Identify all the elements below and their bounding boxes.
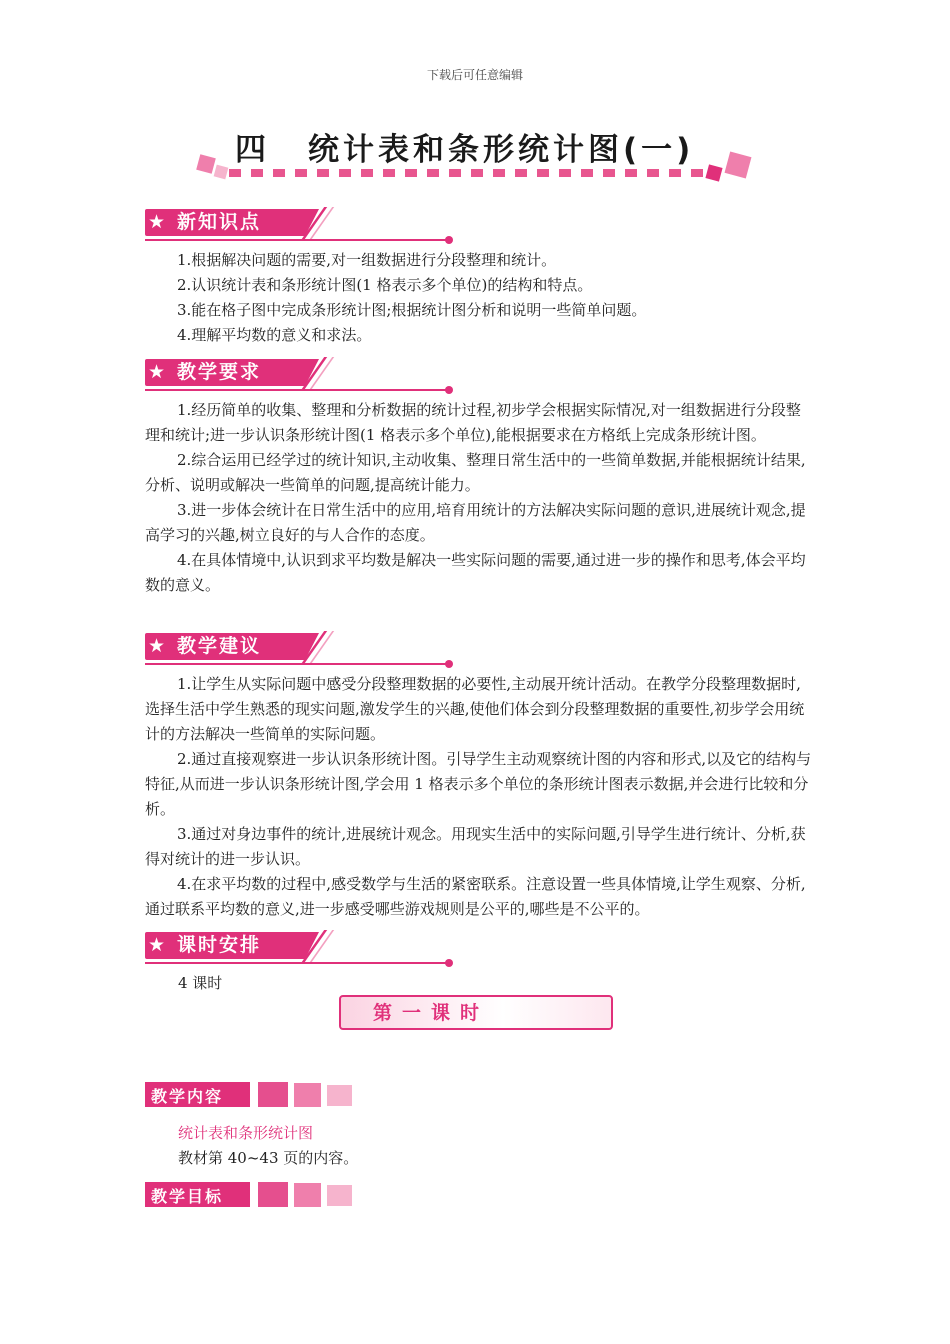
content-text: 教材第 40~43 页的内容。: [178, 1149, 359, 1167]
section-banner-requirements: [145, 359, 455, 399]
chapter-number: 四: [235, 132, 270, 168]
diamond-decoration-icon: [213, 164, 229, 180]
star-icon: ★: [148, 211, 166, 233]
chapter-heading: [195, 120, 755, 192]
chapter-title: [235, 124, 694, 169]
diamond-decoration-icon: [705, 164, 723, 182]
section-label: 教学要求: [177, 361, 262, 383]
section-label: 新知识点: [177, 211, 262, 233]
lesson-title: 第一课时: [372, 1002, 489, 1024]
list-item: 4.在具体情境中,认识到求平均数是解决一些实际问题的需要,通过进一步的操作和思考,体会平均数的意义。: [145, 551, 806, 594]
tag-teaching-content: [145, 1082, 360, 1110]
list-item: 4.理解平均数的意义和求法。: [177, 326, 372, 344]
list-item: 3.能在格子图中完成条形统计图;根据统计图分析和说明一些简单问题。: [177, 301, 647, 319]
tag-label: 教学目标: [151, 1187, 224, 1206]
list-item: 1.让学生从实际问题中感受分段整理数据的必要性,主动展开统计活动。在教学分段整理数据时,选择生活中学生熟悉的现实问题,激发学生的兴趣,使他们体会到分段整理数据的重要性,初步学会用统计的方法解决一些简单的实际问题。: [145, 675, 805, 743]
list-item: 2.综合运用已经学过的统计知识,主动收集、整理日常生活中的一些简单数据,并能根据统计结果,分析、说明或解决一些简单的问题,提高统计能力。: [145, 451, 806, 494]
list-item: 3.通过对身边事件的统计,进展统计观念。用现实生活中的实际问题,引导学生进行统计、分析,获得对统计的进一步认识。: [145, 825, 806, 868]
chapter-title-text: 统计表和条形统计图(一): [308, 132, 695, 168]
period-count: 4 课时: [178, 974, 223, 992]
header-note: 下载后可任意编辑: [426, 68, 523, 82]
star-icon: ★: [148, 635, 166, 657]
list-item: 1.经历简单的收集、整理和分析数据的统计过程,初步学会根据实际情况,对一组数据进行分段整理和统计;进一步认识条形统计图(1 格表示多个单位),能根据要求在方格纸上完成条形统计图。: [145, 401, 801, 444]
star-icon: ★: [148, 934, 166, 956]
suggestions-list: [145, 672, 815, 922]
lesson-banner: [339, 995, 613, 1030]
content-title: 统计表和条形统计图: [178, 1124, 314, 1142]
list-item: 1.根据解决问题的需要,对一组数据进行分段整理和统计。: [177, 251, 557, 269]
section-banner-schedule: [145, 932, 455, 972]
star-icon: ★: [148, 361, 166, 383]
list-item: 4.在求平均数的过程中,感受数学与生活的紧密联系。注意设置一些具体情境,让学生观察、分析,通过联系平均数的意义,进一步感受哪些游戏规则是公平的,哪些是不公平的。: [145, 875, 806, 918]
knowledge-list: [145, 248, 815, 348]
section-label: 教学建议: [177, 635, 262, 657]
section-label: 课时安排: [177, 934, 262, 956]
section-banner-knowledge: [145, 209, 455, 249]
list-item: 3.进一步体会统计在日常生活中的应用,培育用统计的方法解决实际问题的意识,进展统计观念,提高学习的兴趣,树立良好的与人合作的态度。: [145, 501, 806, 544]
tag-teaching-goal: [145, 1182, 360, 1210]
tag-label: 教学内容: [151, 1087, 224, 1106]
requirements-list: [145, 398, 815, 598]
list-item: 2.通过直接观察进一步认识条形统计图。引导学生主动观察统计图的内容和形式,以及它的结构与特征,从而进一步认识条形统计图,学会用 1 格表示多个单位的条形统计图表示数据,并会进行比较和分析。: [145, 750, 812, 818]
list-item: 2.认识统计表和条形统计图(1 格表示多个单位)的结构和特点。: [177, 276, 593, 294]
chapter-dash-line: [229, 169, 719, 177]
section-banner-suggestions: [145, 633, 455, 673]
diamond-decoration-icon: [723, 150, 753, 180]
